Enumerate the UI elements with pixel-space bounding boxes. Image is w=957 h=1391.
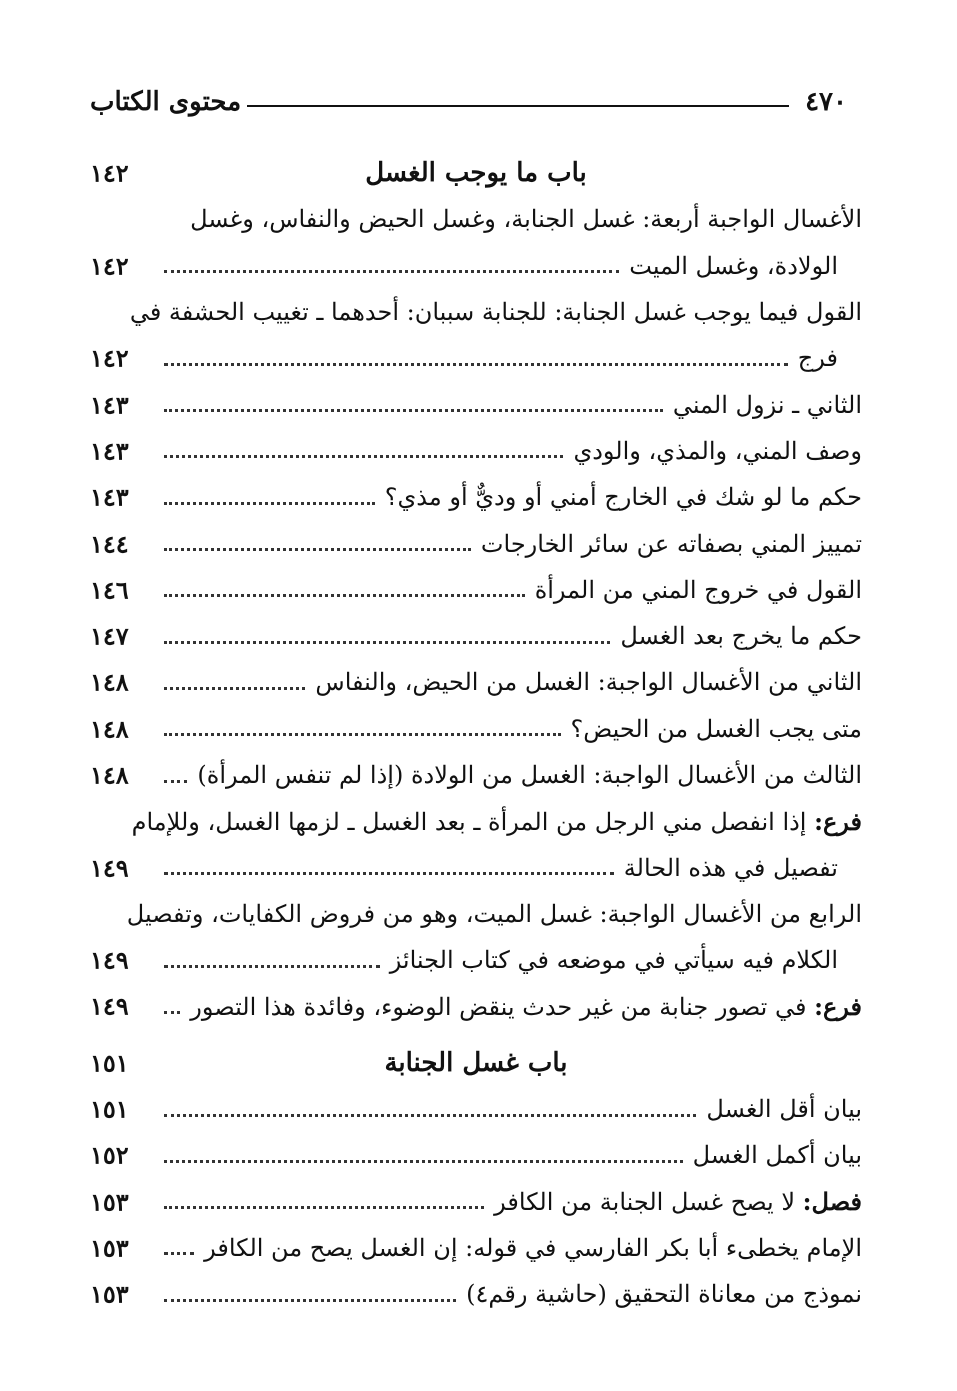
leader-dots xyxy=(164,363,788,366)
leader-dots xyxy=(164,594,525,597)
toc-entry-text: باب غسل الجنابة xyxy=(384,1047,568,1078)
leader-dots xyxy=(164,687,305,690)
toc-entry[interactable] xyxy=(90,381,862,427)
toc-entry-text: فرج xyxy=(797,344,838,373)
toc-entry[interactable] xyxy=(90,335,862,381)
leader-dots xyxy=(164,1252,194,1255)
toc-entry[interactable] xyxy=(90,567,862,613)
toc-page-number: ١٤٢ xyxy=(90,343,129,373)
toc-entry[interactable] xyxy=(90,798,862,844)
toc-page-number: ١٥٣ xyxy=(90,1187,129,1217)
toc-page-number: ١٤٤ xyxy=(90,529,129,559)
toc-page-number: ١٤٣ xyxy=(90,390,129,420)
toc-page-number: ١٤٣ xyxy=(90,436,129,466)
toc-entry[interactable] xyxy=(90,937,862,983)
toc-page-number: ١٥٣ xyxy=(90,1279,129,1309)
toc-entry-text: تمييز المني بصفاته عن سائر الخارجات xyxy=(480,529,862,558)
header-rule xyxy=(247,105,789,107)
leader-dots xyxy=(164,548,471,551)
toc-entry[interactable] xyxy=(90,474,862,520)
leader-dots xyxy=(164,455,563,458)
section-spacer xyxy=(90,1030,862,1040)
toc-page-number: ١٥١ xyxy=(90,1094,129,1124)
toc-entry-text: الأغسال الواجبة أربعة: غسل الجنابة، وغسل الحيض والنفاس، وغسل xyxy=(190,205,862,234)
toc-entry[interactable] xyxy=(90,1225,862,1271)
toc-entry-text: الثاني ـ نزول المني xyxy=(672,390,862,419)
toc-entry-text: بيان أقل الغسل xyxy=(706,1095,862,1124)
toc-entry[interactable] xyxy=(90,1179,862,1225)
toc-entry-text: نموذج من معاناة التحقيق (حاشية رقم٤) xyxy=(466,1280,862,1309)
leader-dots xyxy=(164,1160,683,1163)
leader-dots xyxy=(164,409,663,412)
toc-entry-text: حكم ما لو شك في الخارج أمني أو وديٌّ أو مذي؟ xyxy=(384,483,862,512)
leader-dots xyxy=(164,1011,180,1014)
toc-entry[interactable] xyxy=(90,1271,862,1317)
toc-entry[interactable] xyxy=(90,706,862,752)
table-of-contents xyxy=(90,150,862,1317)
toc-entry[interactable] xyxy=(90,891,862,937)
toc-page-number: ١٤٧ xyxy=(90,621,129,651)
entry-label-prefix: فرع: xyxy=(814,991,862,1021)
toc-page-number: ١٤٩ xyxy=(90,853,129,883)
toc-entry[interactable] xyxy=(90,243,862,289)
leader-dots xyxy=(164,641,610,644)
toc-page-number: ١٤٩ xyxy=(90,991,129,1021)
leader-dots xyxy=(164,1206,484,1209)
toc-entry-text: تفصيل في هذه الحالة xyxy=(623,853,838,882)
toc-page-number: ١٥٣ xyxy=(90,1233,129,1263)
entry-label-prefix: فصل: xyxy=(802,1187,862,1217)
leader-dots xyxy=(164,780,187,783)
toc-page-number: ١٥٢ xyxy=(90,1140,129,1170)
leader-dots xyxy=(164,965,380,968)
toc-entry-text: حكم ما يخرج بعد الغسل xyxy=(620,622,862,651)
toc-entry[interactable] xyxy=(90,844,862,890)
toc-entry[interactable] xyxy=(90,289,862,335)
toc-page-number: ١٤٢ xyxy=(90,158,129,188)
header-page-number: ٤٧٠ xyxy=(805,87,847,117)
toc-entry[interactable] xyxy=(90,752,862,798)
leader-dots xyxy=(164,733,561,736)
toc-entry-text: الكلام فيه سيأتي في موضعه في كتاب الجنائز xyxy=(389,946,838,975)
toc-page-number: ١٤٨ xyxy=(90,667,129,697)
toc-entry-text: الإمام يخطىء أبا بكر الفارسي في قوله: إن الغسل يصح من الكافر xyxy=(204,1233,862,1262)
toc-page-number: ١٤٦ xyxy=(90,575,129,605)
toc-page-number: ١٤٢ xyxy=(90,251,129,281)
toc-page-number: ١٤٩ xyxy=(90,945,129,975)
toc-entry-text: الثالث من الأغسال الواجبة: الغسل من الولادة (إذا لم تنفس المرأة) xyxy=(197,761,862,789)
toc-entry[interactable] xyxy=(90,983,862,1029)
toc-entry-text: بيان أكمل الغسل xyxy=(692,1141,862,1170)
entry-label-prefix: فرع: xyxy=(814,806,862,836)
leader-dots xyxy=(164,502,375,505)
toc-entry-text: القول فيما يوجب غسل الجنابة: للجنابة سببان: أحدهما ـ تغييب الحشفة في xyxy=(129,298,862,327)
toc-section-heading[interactable] xyxy=(90,150,862,196)
leader-dots xyxy=(164,1114,696,1117)
toc-entry-text: الرابع من الأغسال الواجبة: غسل الميت، وهو من فروض الكفايات، وتفصيل xyxy=(126,899,862,928)
header-title: محتوى الكتاب xyxy=(90,87,242,117)
toc-entry-text: فرع: في تصور جنابة من غير حدث ينقض الوضوء، وفائدة هذا التصور xyxy=(190,991,862,1021)
toc-entry-text: متى يجب الغسل من الحيض؟ xyxy=(570,714,862,743)
toc-entry-text: فرع: إذا انفصل مني الرجل من المرأة ـ بعد الغسل ـ لزمها الغسل، وللإمام xyxy=(131,806,862,836)
toc-page-number: ١٤٨ xyxy=(90,714,129,744)
toc-entry[interactable] xyxy=(90,1086,862,1132)
toc-page-number: ١٤٣ xyxy=(90,482,129,512)
toc-entry[interactable] xyxy=(90,428,862,474)
leader-dots xyxy=(164,872,614,875)
toc-entry-text: الولادة، وغسل الميت xyxy=(629,251,838,280)
toc-entry-text: باب ما يوجب الغسل xyxy=(365,158,587,189)
toc-entry[interactable] xyxy=(90,520,862,566)
toc-entry-text: فصل: لا يصح غسل الجنابة من الكافر xyxy=(494,1187,862,1217)
toc-entry[interactable] xyxy=(90,196,862,242)
page-header xyxy=(90,82,847,122)
toc-entry-text: الثاني من الأغسال الواجبة: الغسل من الحيض، والنفاس xyxy=(315,668,862,697)
toc-entry[interactable] xyxy=(90,613,862,659)
leader-dots xyxy=(164,270,619,273)
toc-section-heading[interactable] xyxy=(90,1040,862,1086)
leader-dots xyxy=(164,1299,456,1302)
toc-page-number: ١٤٨ xyxy=(90,760,129,790)
toc-page-number: ١٥١ xyxy=(90,1048,129,1078)
toc-entry-text: القول في خروج المني من المرأة xyxy=(534,575,862,604)
toc-entry[interactable] xyxy=(90,659,862,705)
toc-entry[interactable] xyxy=(90,1132,862,1178)
toc-entry-text: وصف المني، والمذي، والودي xyxy=(573,436,862,465)
